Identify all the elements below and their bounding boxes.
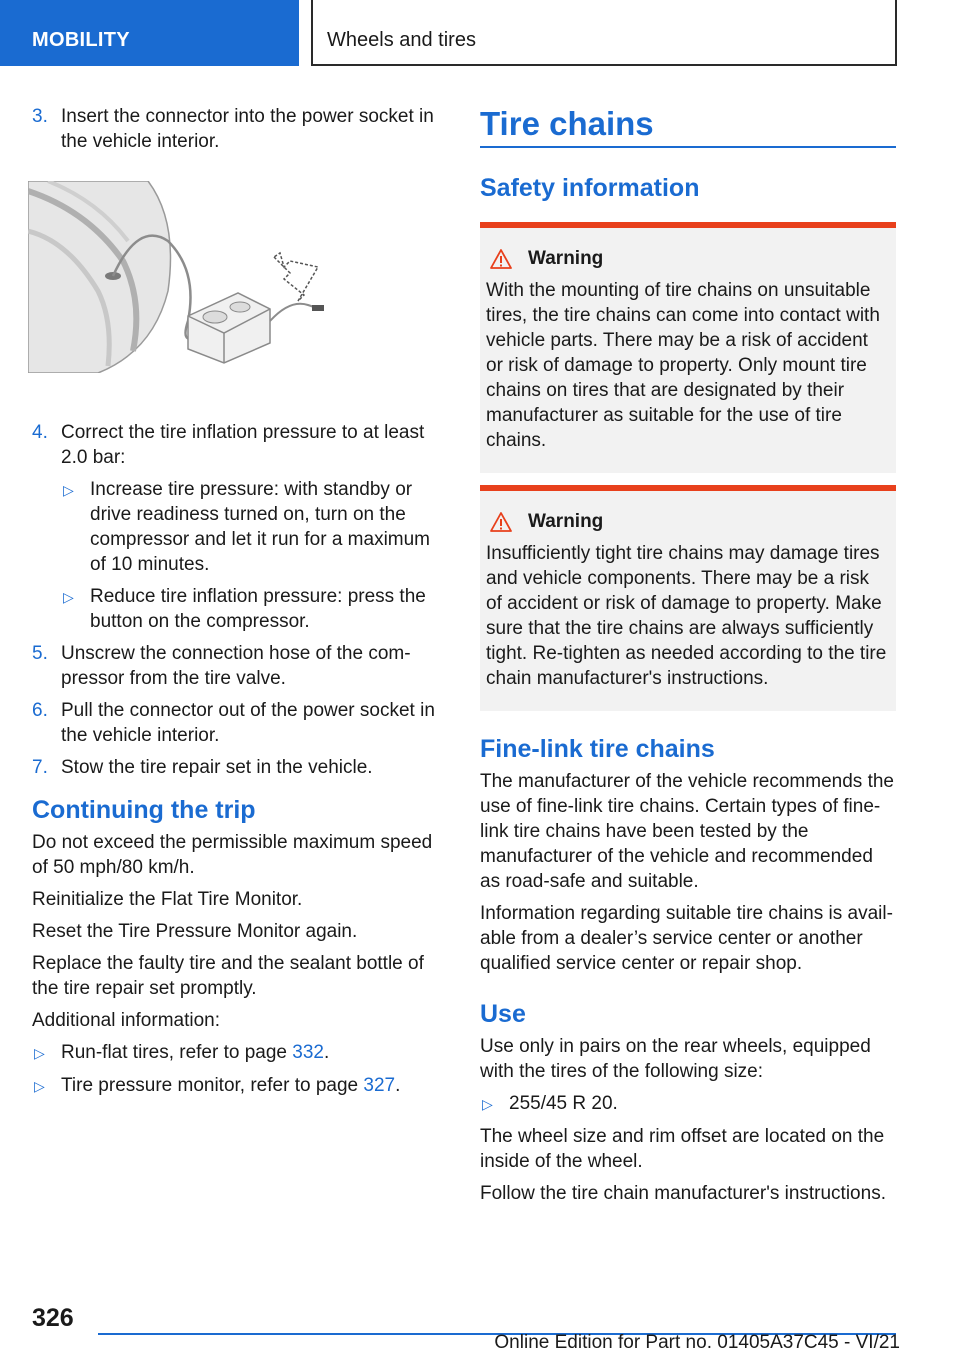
step-4	[32, 420, 444, 470]
step-number: 3.	[32, 106, 48, 127]
chapter-label: Wheels and tires	[311, 0, 897, 66]
paragraph: The manufacturer of the vehicle recommends the use of fine-link tire chains. Certain types of fine-link tire chains have been tested by the manufacturer of the vehicle and recommended as road-safe and suitable.	[480, 771, 894, 892]
triangle-bullet-icon: ▷	[34, 1078, 45, 1094]
left-column	[32, 104, 444, 1106]
page-footer	[0, 1296, 960, 1362]
sub-text: Increase tire pressure: with standby or drive readiness turned on, turn on the compressor and let it run for a maximum of 10 minutes.	[90, 479, 431, 575]
step-4-sub-1	[61, 477, 444, 577]
info-text: Tire pressure monitor, refer to page	[61, 1075, 364, 1096]
step-4-sub-2	[61, 584, 444, 634]
paragraph: Information regarding suitable tire chains is available from a dealer’s service center or another qualified service center or repair shop.	[480, 903, 893, 974]
step-number: 7.	[32, 757, 48, 778]
safety-heading: Safety information	[480, 174, 700, 202]
paragraph: Use only in pairs on the rear wheels, equipped with the tires of the following size:	[480, 1036, 871, 1082]
page-link-332[interactable]: 332	[292, 1042, 324, 1063]
fine-link-heading: Fine-link tire chains	[480, 735, 715, 763]
step-number: 6.	[32, 700, 48, 721]
paragraph: The wheel size and rim offset are located on the inside of the wheel.	[480, 1126, 885, 1172]
step-7	[32, 755, 444, 780]
step-text: Pull the connector out of the power socket in the vehicle interior.	[61, 700, 435, 746]
paragraph: Do not exceed the permissible maximum speed of 50 mph/80 km/h.	[32, 832, 433, 878]
use-heading: Use	[480, 1000, 526, 1028]
info-item-runflat	[32, 1040, 444, 1066]
tire-size: 255/45 R 20.	[509, 1093, 618, 1114]
section-label: MOBILITY	[0, 0, 299, 66]
step-5	[32, 641, 444, 691]
step-number: 4.	[32, 422, 48, 443]
step-text: Unscrew the connection hose of the compressor from the tire valve.	[61, 643, 411, 689]
info-item-tpm	[32, 1073, 444, 1099]
paragraph: Reinitialize the Flat Tire Monitor.	[32, 889, 303, 910]
period: .	[395, 1075, 401, 1096]
warning-text: With the mounting of tire chains on unsuitable tires, the tire chains can come into contact with vehicle parts. There may be a risk of accident or risk of damage to property. Only mount tire chains on tires that are designated by their manufacturer as suitable for the use of tire chains.	[486, 280, 880, 451]
edition-text: Online Edition for Part no. 01405A37C45 - VI/21	[494, 1332, 900, 1353]
period: .	[323, 1042, 330, 1063]
paragraph: Additional information:	[32, 1010, 220, 1031]
triangle-bullet-icon: ▷	[63, 482, 74, 498]
sub-text: Reduce tire inflation pressure: press the button on the compressor.	[90, 586, 426, 632]
page-link-327[interactable]: 327	[363, 1075, 396, 1096]
warning-title: Warning	[528, 511, 604, 532]
step-number: 5.	[32, 643, 48, 664]
triangle-bullet-icon: ▷	[482, 1096, 493, 1112]
warning-text: Insufficiently tight tire chains may damage tires and vehicle components. There may be a risk of accident or risk of damage to property. Make sure that the tire chains are always sufficiently tight. Re-tighten as needed according to the tire chain manufacturer's instructions.	[486, 543, 887, 689]
page-number: 326	[32, 1304, 74, 1332]
step-6	[32, 698, 444, 748]
compressor-illustration	[28, 181, 328, 373]
page-title: Tire chains	[480, 104, 896, 148]
info-text: Run-flat tires, refer to page	[61, 1042, 293, 1063]
warning-triangle-icon	[490, 249, 512, 269]
warning-title: Warning	[528, 248, 604, 269]
step-text: Insert the connector into the power socket in the vehicle interior.	[61, 106, 434, 152]
tire-size-item	[480, 1091, 896, 1117]
warning-triangle-icon	[490, 512, 512, 532]
paragraph: Replace the faulty tire and the sealant bottle of the tire repair set promptly.	[32, 953, 424, 999]
step-text: Correct the tire inflation pressure to at least 2.0 bar:	[61, 422, 425, 468]
triangle-bullet-icon: ▷	[63, 589, 74, 605]
page-header	[0, 0, 960, 66]
right-column	[480, 104, 896, 1213]
paragraph: Reset the Tire Pressure Monitor again.	[32, 921, 358, 942]
triangle-bullet-icon: ▷	[34, 1045, 45, 1061]
step-3	[32, 104, 444, 154]
warning-box-2	[480, 485, 896, 711]
paragraph: Follow the tire chain manufacturer's instructions.	[480, 1183, 886, 1204]
warning-box-1	[480, 222, 896, 473]
step-text: Stow the tire repair set in the vehicle.	[61, 757, 373, 778]
continuing-heading: Continuing the trip	[32, 796, 256, 824]
